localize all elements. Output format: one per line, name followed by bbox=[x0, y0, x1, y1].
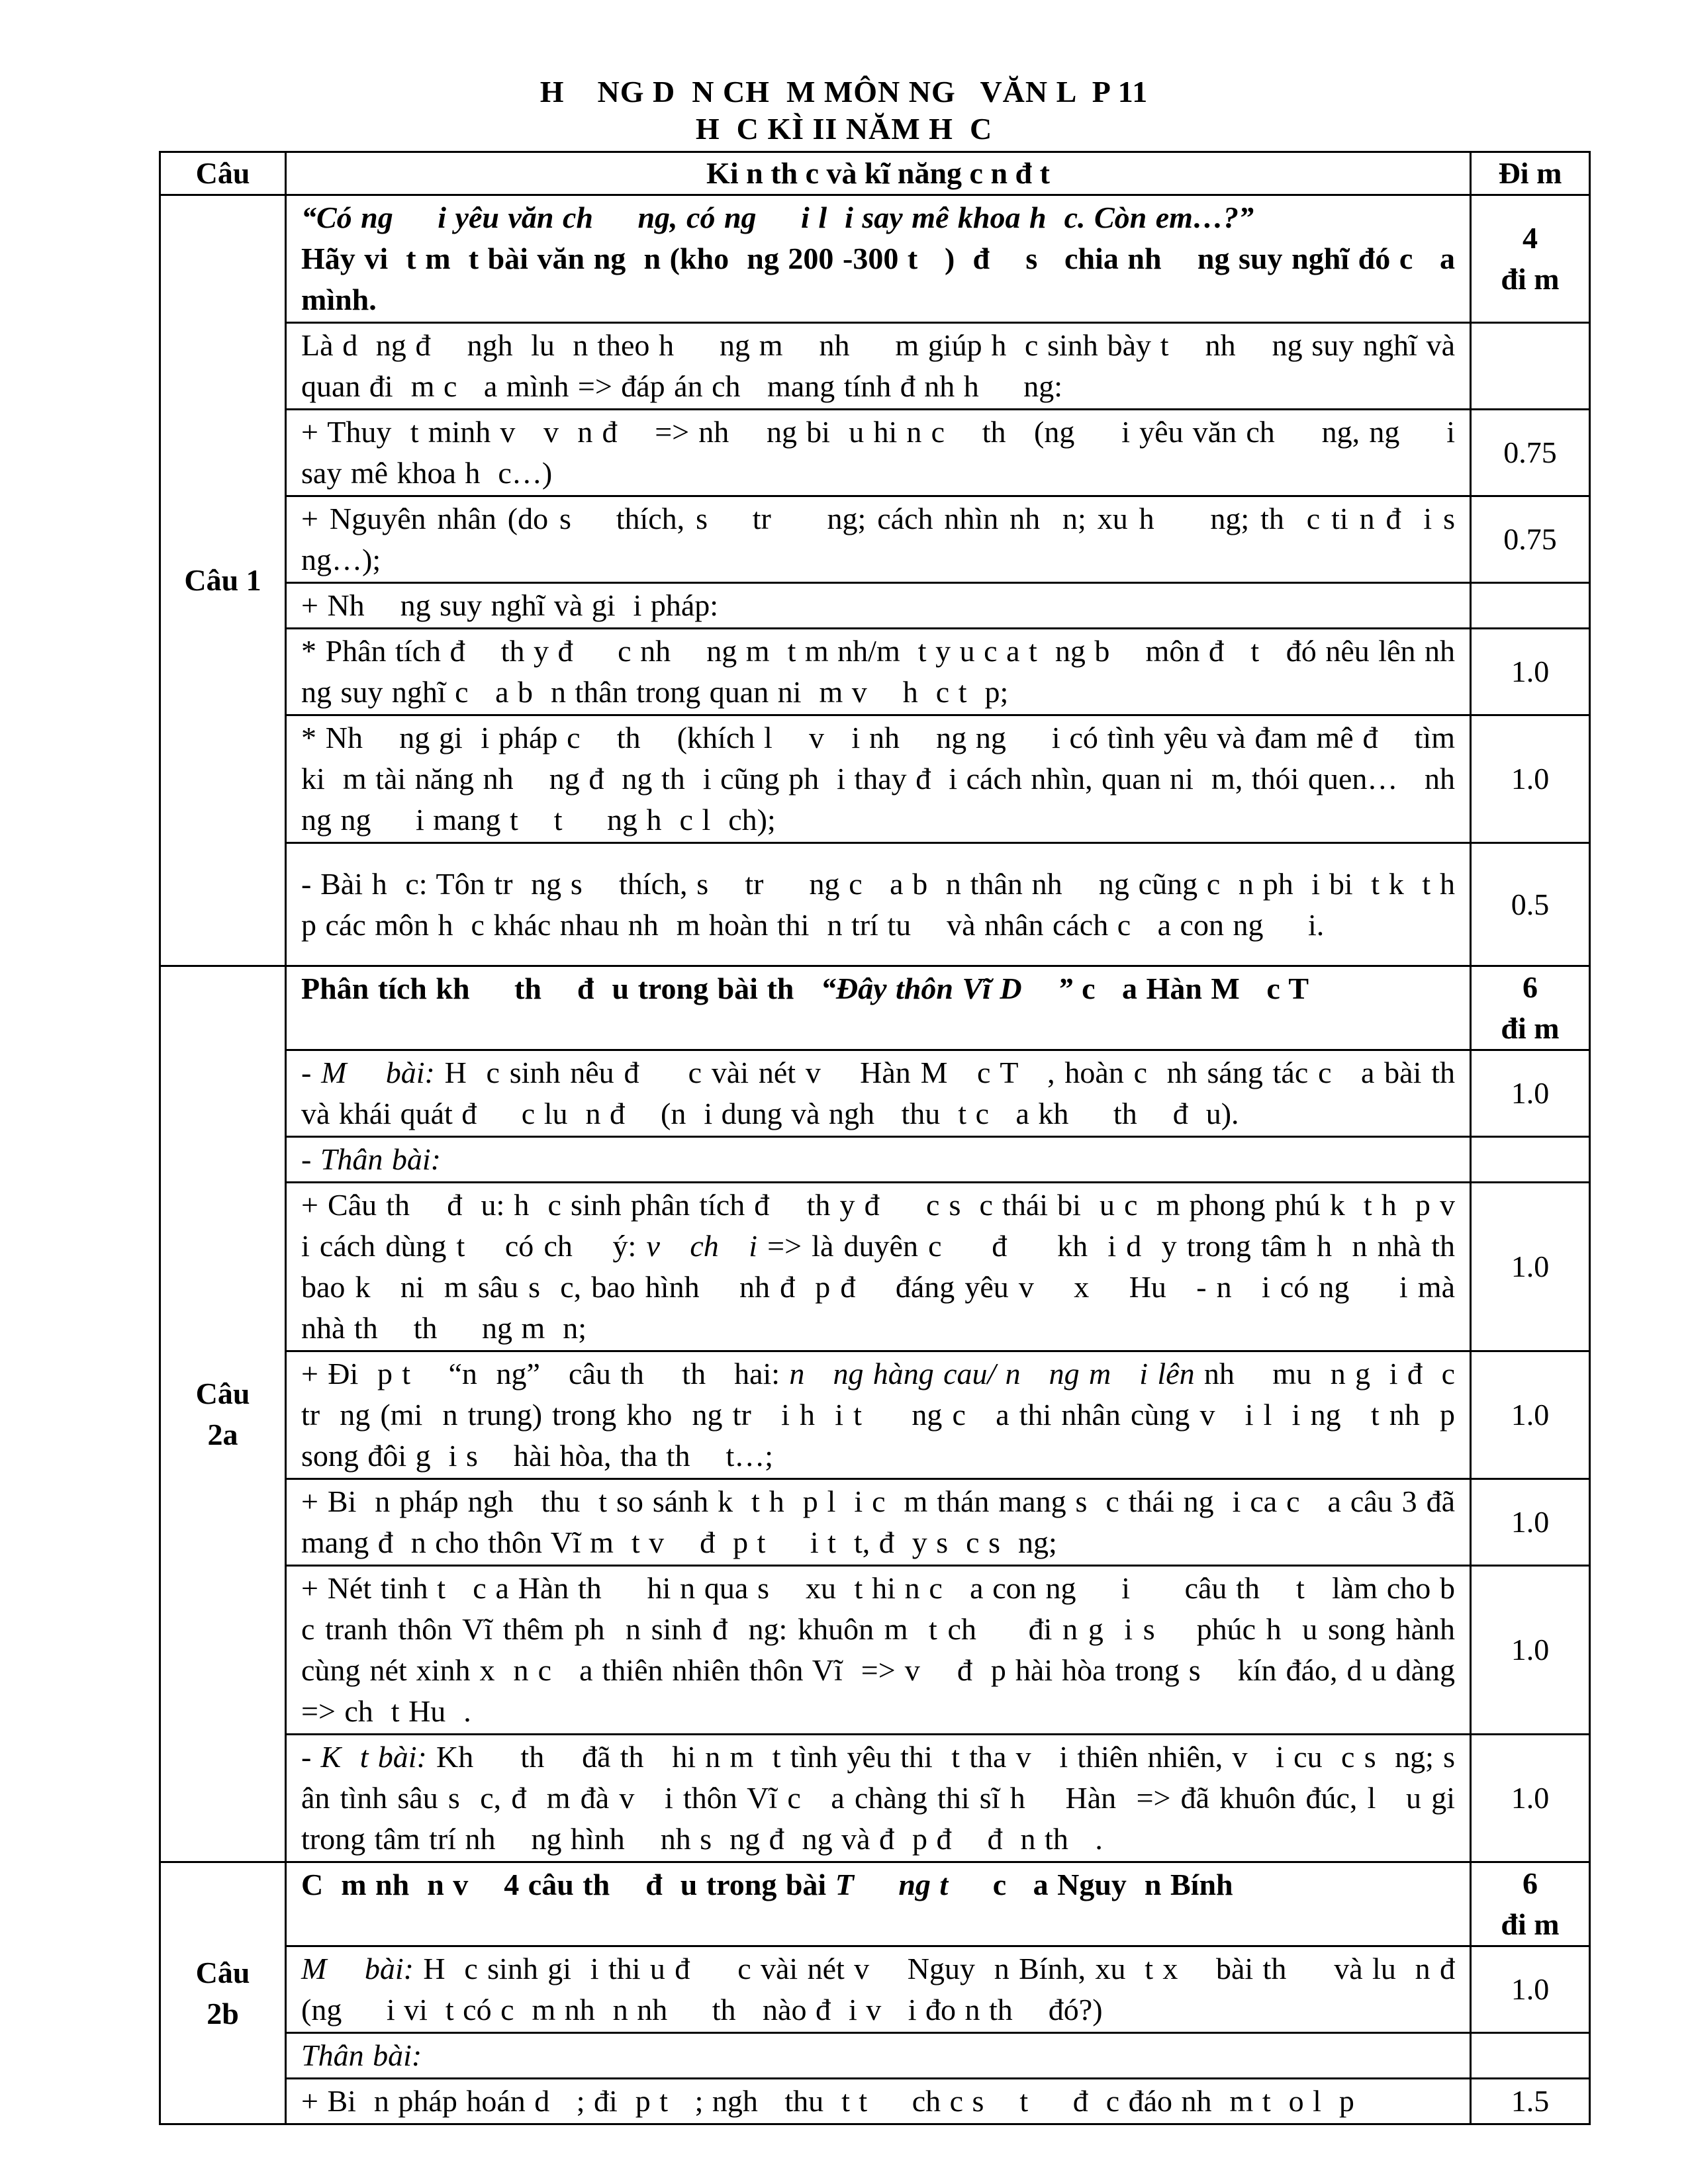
cau2a-mo-bai-label: - M bài: bbox=[301, 1056, 435, 1089]
cau1-prompt-row bbox=[160, 195, 1590, 323]
cau2a-ket-bai-text: Kh th đã th hi n m t tình yêu thi t tha v i thiên nhiên, v i cu c s ng; s ân tình sâu s c, đ m đà v i thôn Vĩ c a chàng thi sĩ h Hàn => đã khuôn đúc, l u gi trong tâm trí nh ng hình nh s ng đ ng và đ p đ đ n th . bbox=[301, 1740, 1491, 1856]
cau2a-than-bai-label: - Thân bài: bbox=[286, 1137, 1471, 1183]
cau2a-ket-bai-label: - K t bài: bbox=[301, 1740, 427, 1774]
cau1-label bbox=[160, 195, 286, 966]
cau2a-title-part1: Phân tích kh th đ u trong bài th bbox=[301, 972, 821, 1005]
cau1-row-score: 1.0 bbox=[1471, 629, 1590, 715]
cau2a-ket-bai-score: 1.0 bbox=[1471, 1735, 1590, 1862]
cau2a-points bbox=[1471, 966, 1590, 1050]
cau2b-empty-score bbox=[1471, 2033, 1590, 2079]
cau2a-row-text bbox=[286, 1566, 1482, 1735]
cau2a-title-part2: c a Hàn M c T bbox=[1072, 972, 1327, 1005]
cau2a-row-text bbox=[286, 1351, 1471, 1479]
cau1-row-text: + Nh ng suy nghĩ và gi i pháp: bbox=[286, 583, 1471, 629]
cau2a-mo-bai-text: H c sinh nêu đ c vài nét v Hàn M c T , hoàn c nh sáng tác c a bài th và khái quát đ c lu n đ (n i dung và ngh thu t c a kh th đ u). bbox=[301, 1056, 1500, 1130]
cau2a-row-text-italic: v ch i bbox=[646, 1229, 757, 1263]
cau1-row-score: 1.0 bbox=[1471, 715, 1590, 843]
table-row bbox=[160, 2033, 1590, 2079]
cau2a-row-text-italic: n ng hàng cau/ n ng m i lên bbox=[789, 1357, 1195, 1390]
cau2a-points-text: 6 đi m bbox=[1501, 970, 1560, 1045]
cau2a-row-score: 1.0 bbox=[1471, 1479, 1590, 1566]
cau1-points-text: 4 đi m bbox=[1501, 221, 1560, 296]
cau2a-label bbox=[160, 966, 286, 1862]
header-cau: Câu bbox=[160, 152, 286, 195]
cau2a-row-score: 1.0 bbox=[1471, 1183, 1590, 1351]
table-row bbox=[160, 410, 1590, 496]
grading-table bbox=[159, 151, 1591, 2125]
table-row bbox=[160, 1946, 1590, 2033]
cau2b-mo-bai-score: 1.0 bbox=[1471, 1946, 1590, 2033]
cau1-row-score bbox=[1471, 583, 1590, 629]
cau1-row-text: * Nh ng gi i pháp c th (khích l v i nh ng ng i có tình yêu và đam mê đ tìm ki m tài năng nh ng đ ng th i cũng ph i thay đ i cách nhìn, quan ni m, thói quen… nh ng ng i mang t t ng h c l ch); bbox=[286, 715, 1471, 843]
cau2a-label-text: Câu 2a bbox=[195, 1376, 250, 1451]
table-row bbox=[160, 843, 1590, 966]
cau2a-ket-bai bbox=[286, 1735, 1491, 1862]
cau2b-label-text: Câu 2b bbox=[195, 1955, 250, 2030]
cau2a-row-text bbox=[286, 1183, 1491, 1351]
cau2b-title-row bbox=[160, 1862, 1590, 1946]
table-row bbox=[160, 629, 1590, 715]
cau1-label-text: Câu 1 bbox=[184, 563, 261, 597]
cau1-row-text: + Thuy t minh v v n đ => nh ng bi u hi n c th (ng i yêu văn ch ng, ng i say mê khoa h c…) bbox=[286, 410, 1471, 496]
table-row bbox=[160, 1050, 1590, 1137]
cau2a-title bbox=[286, 966, 1471, 1050]
header-kien-thuc: Ki n th c và kĩ năng c n đ t bbox=[286, 152, 1471, 195]
cau2a-row-text-pre: + Đi p t “n ng” câu th th hai: bbox=[301, 1357, 790, 1390]
cau2b-mo-bai bbox=[286, 1946, 1491, 2033]
cau2a-mo-bai bbox=[286, 1050, 1500, 1137]
table-row bbox=[160, 1351, 1590, 1479]
cau2a-row-text-pre: + Nét tinh t c a Hàn th hi n qua s xu t hi n c a con ng i câu th t làm cho b c tranh thôn Vĩ thêm ph n sinh đ ng: khuôn m t ch đi n g i s phúc h u song hành cùng nét xinh x n c a thiên nhiên thôn Vĩ => v đ p hài hòa trong s kín đáo, d u dàng => ch t Hu . bbox=[301, 1571, 1482, 1728]
cau2b-row-score: 1.5 bbox=[1471, 2079, 1590, 2124]
cau1-prompt bbox=[286, 195, 1471, 323]
cau1-row-score: 0.5 bbox=[1471, 843, 1590, 966]
cau2a-row-score: 1.0 bbox=[1471, 1351, 1590, 1479]
cau2b-title bbox=[286, 1862, 1471, 1946]
document-title: H NG D N CH M MÔN NG VĂN L P 11 bbox=[539, 75, 1149, 109]
cau2a-row-text-post: => là duyên c đ kh i d y trong tâm h n nhà th bao k ni m sâu s c, bao hình nh đ p đ đáng yêu v x Hu - n i có ng i mà nhà th th ng m n; bbox=[301, 1229, 1491, 1345]
header-diem: Đi m bbox=[1471, 152, 1590, 195]
table-row bbox=[160, 323, 1590, 410]
cau1-prompt-task: Hãy vi t m t bài văn ng n (kho ng 200 -300 t ) đ s chia nh ng suy nghĩ đó c a mình. bbox=[301, 242, 1464, 316]
cau1-row-text: * Phân tích đ th y đ c nh ng m t m nh/m t y u c a t ng b môn đ t đó nêu lên nh ng suy nghĩ c a b n thân trong quan ni m v h c t p; bbox=[286, 629, 1471, 715]
table-row bbox=[160, 583, 1590, 629]
table-row bbox=[160, 2079, 1590, 2124]
cau1-points bbox=[1471, 195, 1590, 323]
table-row bbox=[160, 1479, 1590, 1566]
cau2b-poem-title: T ng t bbox=[835, 1868, 984, 1901]
table-row bbox=[160, 1566, 1590, 1735]
cau1-row-text: Là d ng đ ngh lu n theo h ng m nh m giúp h c sinh bày t nh ng suy nghĩ và quan đi m c a mình => đáp án ch mang tính đ nh h ng: bbox=[286, 323, 1471, 410]
cau2a-row-text-pre: + Bi n pháp ngh thu t so sánh k t h p l i c m thán mang s c thái ng i ca c a câu 3 đã mang đ n cho thôn Vĩ m t v đ p t i t t, đ y s c s ng; bbox=[301, 1484, 1464, 1559]
cau2a-title-row bbox=[160, 966, 1590, 1050]
cau1-row-score: 0.75 bbox=[1471, 410, 1590, 496]
table-row bbox=[160, 1183, 1590, 1351]
cau1-row-text: + Nguyên nhân (do s thích, s tr ng; cách nhìn nh n; xu h ng; th c ti n đ i s ng…); bbox=[286, 496, 1471, 583]
table-header-row bbox=[160, 152, 1590, 195]
cau2a-empty-score bbox=[1471, 1137, 1590, 1183]
cau2b-mo-bai-text: H c sinh gi i thi u đ c vài nét v Nguy n Bính, xu t x bài th và lu n đ (ng i vi t có c m nh n nh th nào đ i v i đo n th đó?) bbox=[301, 1952, 1491, 2026]
cau2b-title-part1: C m nh n v 4 câu th đ u trong bài bbox=[301, 1868, 835, 1901]
cau2a-poem-title: “Đây thôn Vĩ D ” bbox=[820, 972, 1073, 1005]
cau2a-row-score: 1.0 bbox=[1471, 1566, 1590, 1735]
cau2b-row-text: + Bi n pháp hoán d ; đi p t ; ngh thu t t ch c s t đ c đáo nh m t o l p bbox=[286, 2079, 1471, 2124]
cau2a-row-text-pre: + Câu th đ u: h c sinh phân tích đ th y đ c s c thái bi u c m phong phú k t h p v i cách dùng t có ch ý: bbox=[301, 1188, 1482, 1263]
cau1-prompt-quote: “Có ng i yêu văn ch ng, có ng i l i say mê khoa h c. Còn em…?” bbox=[301, 201, 1254, 234]
cau2b-mo-bai-label: M bài: bbox=[301, 1952, 414, 1985]
cau2b-title-part2: c a Nguy n Bính bbox=[984, 1868, 1233, 1901]
document-subtitle: H C KÌ II NĂM H C bbox=[695, 112, 993, 146]
cau2b-points-text: 6 đi m bbox=[1501, 1866, 1560, 1941]
table-row bbox=[160, 715, 1590, 843]
cau2a-row-text bbox=[286, 1479, 1471, 1566]
cau2b-points bbox=[1471, 1862, 1590, 1946]
cau2b-than-bai-label: Thân bài: bbox=[286, 2033, 1471, 2079]
cau1-row-score bbox=[1471, 323, 1590, 410]
cau1-row-score: 0.75 bbox=[1471, 496, 1590, 583]
cau2a-row-text-post: nh mu n g i đ c tr ng (mi n trung) trong kho ng tr i h i t ng c a thi nhân cùng v i l i ng t nh p song đôi g i s hài hòa, tha th t…; bbox=[301, 1357, 1464, 1473]
cau1-row-text: - Bài h c: Tôn tr ng s thích, s tr ng c a b n thân nh ng cũng c n ph i bi t k t h p các môn h c khác nhau nh m hoàn thi n trí tu và nhân cách c a con ng i. bbox=[286, 843, 1471, 966]
table-row bbox=[160, 1137, 1590, 1183]
table-row bbox=[160, 496, 1590, 583]
cau2a-mo-bai-score: 1.0 bbox=[1471, 1050, 1590, 1137]
cau2b-label bbox=[160, 1862, 286, 2124]
table-row bbox=[160, 1735, 1590, 1862]
